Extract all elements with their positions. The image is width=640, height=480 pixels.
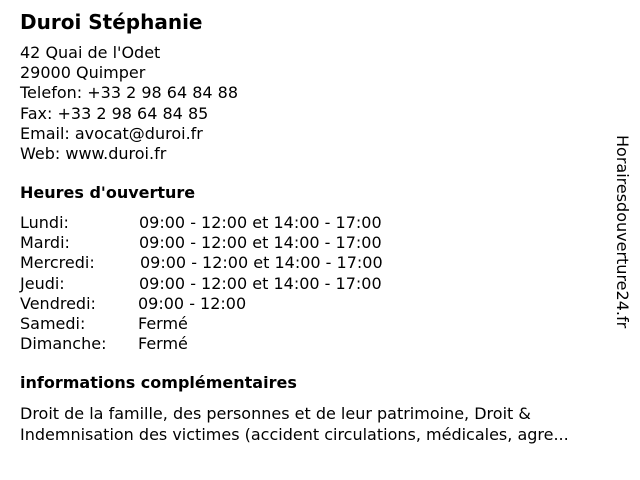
hours-row-sunday [20, 334, 440, 354]
day-hours: Fermé [138, 313, 188, 333]
hours-row-thursday [20, 274, 440, 294]
day-label: Mercredi: [20, 253, 95, 273]
opening-hours-list [20, 213, 440, 354]
hours-row-friday [20, 294, 440, 314]
additional-info-text [20, 403, 620, 445]
day-label: Dimanche: [20, 334, 107, 354]
day-hours: 09:00 - 12:00 [138, 293, 247, 313]
day-label: Lundi: [20, 213, 69, 232]
info-line: Indemnisation des victimes (accident circulations, médicales, agre... [20, 425, 569, 444]
site-watermark [614, 135, 630, 341]
day-hours: 09:00 - 12:00 et 14:00 - 17:00 [139, 273, 382, 293]
hours-row-saturday [20, 314, 440, 334]
watermark-text: Horairesdouverture24.fr [613, 135, 632, 329]
day-hours: 09:00 - 12:00 et 14:00 - 17:00 [139, 213, 382, 232]
day-hours: 09:00 - 12:00 et 14:00 - 17:00 [140, 253, 383, 273]
additional-info-heading: informations complémentaires [20, 373, 297, 392]
day-hours: Fermé [138, 334, 188, 354]
day-label: Mardi: [20, 233, 70, 253]
fax-number: Fax: +33 2 98 64 84 85 [20, 103, 209, 123]
hours-row-tuesday [20, 233, 440, 253]
website-address: Web: www.duroi.fr [20, 143, 167, 163]
contact-block [20, 43, 238, 164]
opening-hours-heading: Heures d'ouverture [20, 183, 196, 202]
email-address: Email: avocat@duroi.fr [20, 123, 203, 143]
day-label: Vendredi: [20, 293, 96, 313]
day-label: Jeudi: [20, 273, 65, 293]
day-hours: 09:00 - 12:00 et 14:00 - 17:00 [139, 233, 382, 253]
address-street: 42 Quai de l'Odet [20, 43, 161, 62]
business-name: Duroi Stéphanie [20, 10, 203, 34]
hours-row-monday [20, 213, 440, 233]
info-line: Droit de la famille, des personnes et de leur patrimoine, Droit & [20, 404, 531, 423]
phone-number: Telefon: +33 2 98 64 84 88 [20, 83, 239, 103]
hours-row-wednesday [20, 253, 440, 273]
address-city: 29000 Quimper [20, 63, 146, 83]
day-label: Samedi: [20, 313, 86, 333]
